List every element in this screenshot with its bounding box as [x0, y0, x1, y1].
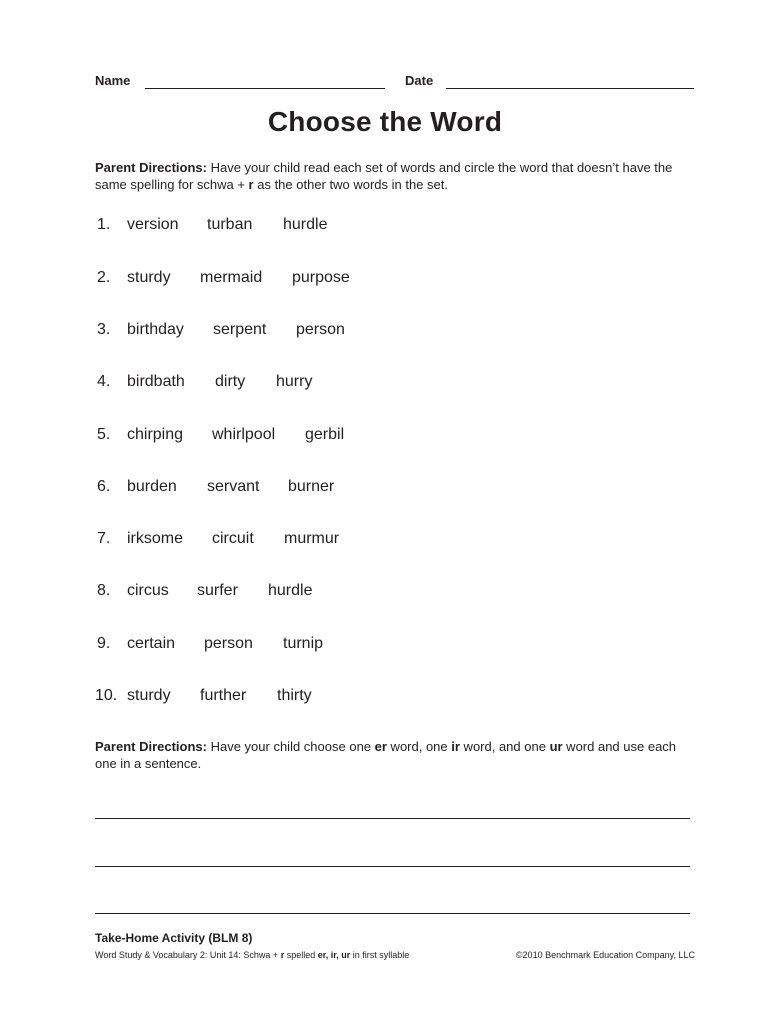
word-choice[interactable]: burden [127, 478, 177, 495]
name-label: Name [95, 73, 131, 88]
word-choice[interactable]: gerbil [305, 426, 345, 443]
word-choice[interactable]: birthday [127, 321, 184, 338]
word-choice[interactable]: person [204, 635, 253, 652]
word-choice[interactable]: servant [207, 478, 260, 495]
parent-directions-1 [95, 159, 695, 193]
footer-text: spelled [284, 950, 318, 960]
footer-text: in first syllable [350, 950, 410, 960]
item-number: 8. [97, 582, 111, 599]
word-choice[interactable]: version [127, 216, 179, 233]
item-number: 2. [97, 269, 111, 286]
word-choice[interactable]: birdbath [127, 373, 185, 390]
directions-bold: ir [451, 739, 460, 754]
word-choice[interactable]: thirty [277, 687, 312, 704]
word-choice[interactable]: surfer [197, 582, 238, 599]
word-choice[interactable]: hurdle [283, 216, 328, 233]
writing-line-2[interactable] [95, 866, 690, 867]
directions-text: word and use each one in a sentence. [95, 739, 677, 771]
directions-text-a: Have your child read each set of words and circle the word that doesn’t have the same spelling for schwa + [95, 160, 673, 192]
item-number: 3. [97, 321, 111, 338]
word-choice[interactable]: hurdle [268, 582, 313, 599]
page-title: Choose the Word [267, 106, 503, 137]
item-number: 5. [97, 426, 111, 443]
directions-text: word, and one [459, 739, 550, 754]
word-choice[interactable]: circuit [212, 530, 254, 547]
word-choice[interactable]: serpent [213, 321, 267, 338]
footer-bold: r [280, 950, 285, 960]
item-number: 1. [97, 216, 111, 233]
word-choice[interactable]: person [296, 321, 345, 338]
directions-bold: ur [549, 739, 563, 754]
date-line[interactable] [446, 88, 694, 89]
name-line[interactable] [145, 88, 385, 89]
directions-text: word, one [386, 739, 452, 754]
word-choice[interactable]: burner [288, 478, 335, 495]
directions-bold-r: r [248, 177, 254, 192]
footer-text: Word Study & Vocabulary 2: Unit 14: Schwa + [95, 950, 281, 960]
item-number: 10. [95, 687, 118, 704]
word-choice[interactable]: hurry [276, 373, 313, 390]
word-choice[interactable]: sturdy [127, 269, 171, 286]
footer-copyright: ©2010 Benchmark Education Company, LLC [515, 950, 695, 960]
word-choice[interactable]: turnip [283, 635, 324, 652]
directions-text: Have your child choose one [206, 739, 375, 754]
item-number: 4. [97, 373, 111, 390]
word-choice[interactable]: whirlpool [212, 426, 276, 443]
directions-text-b: as the other two words in the set. [253, 177, 448, 192]
item-number: 7. [97, 530, 111, 547]
parent-directions-2 [95, 738, 695, 772]
word-choice[interactable]: certain [127, 635, 176, 652]
footer-subtitle [95, 950, 409, 960]
writing-line-3[interactable] [95, 913, 690, 914]
word-choice[interactable]: sturdy [127, 687, 171, 704]
date-label: Date [405, 73, 434, 88]
footer-title: Take-Home Activity (BLM 8) [95, 931, 253, 945]
writing-line-1[interactable] [95, 818, 690, 819]
word-choice[interactable]: irksome [127, 530, 184, 547]
word-choice[interactable]: circus [127, 582, 169, 599]
word-choice[interactable]: murmur [284, 530, 340, 547]
item-number: 9. [97, 635, 111, 652]
directions-bold: er [374, 739, 387, 754]
word-choice[interactable]: further [200, 687, 247, 704]
directions-label: Parent Directions: [95, 160, 207, 175]
item-number: 6. [97, 478, 111, 495]
word-choice[interactable]: mermaid [200, 269, 263, 286]
word-choice[interactable]: purpose [292, 269, 350, 286]
word-choice[interactable]: chirping [127, 426, 184, 443]
directions-label: Parent Directions: [95, 739, 207, 754]
word-choice[interactable]: turban [207, 216, 253, 233]
footer-bold: er, ir, ur [317, 950, 351, 960]
word-choice[interactable]: dirty [215, 373, 246, 390]
